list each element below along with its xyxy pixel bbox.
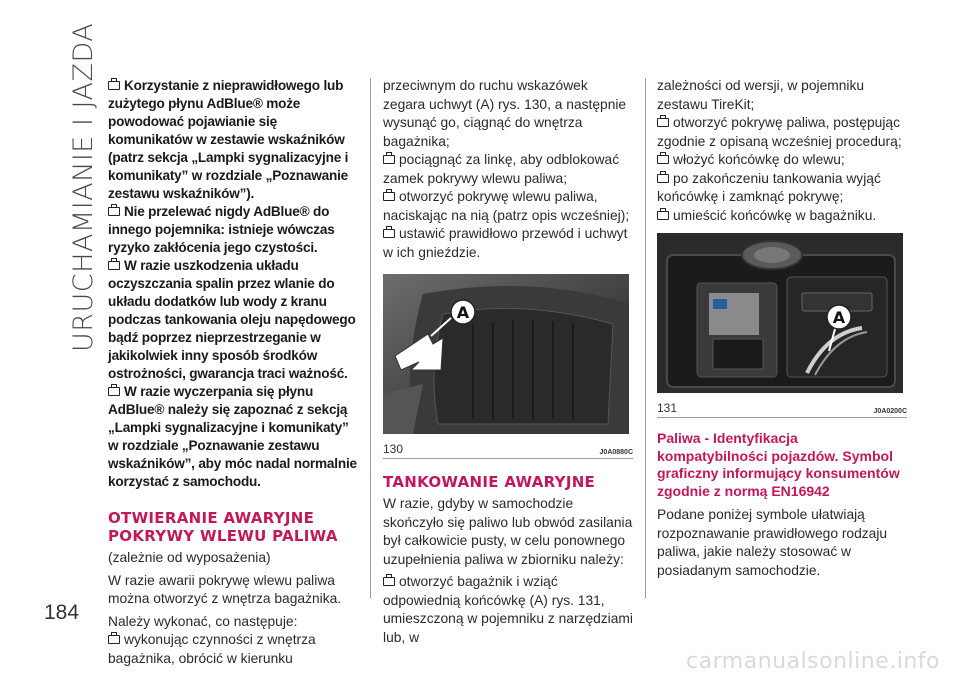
- figure-number: 131: [657, 401, 678, 415]
- paragraph: Należy wykonać, co następuje:: [108, 613, 298, 629]
- step-bullet: po zakończeniu tankowania wyjąć końcówkę i zamknąć pokrywę;: [657, 170, 881, 204]
- book-icon: [657, 211, 669, 220]
- warning-bullet: W razie uszkodzenia układu oczyszczania spalin przez wlanie do układu dodatków lub wody z kranu podczas tankowania oleju napędowego bądź poprzez nieprzestrzeganie w jakikolwiek inny sposób środków ostrożności, gwarancja traci ważność.: [108, 258, 356, 381]
- trunk-handle-photo: [383, 274, 629, 434]
- book-icon: [108, 81, 120, 90]
- figure-130: [383, 274, 633, 459]
- book-icon: [108, 387, 120, 396]
- column-divider: [370, 78, 371, 598]
- paragraph: W razie, gdyby w samochodzie skończyło się paliwo lub obwód zasilania był całkowicie pusty, w celu ponownego uzupełnienia paliwa w zbiorniku należy:: [383, 496, 633, 567]
- book-icon: [108, 635, 120, 644]
- tool-box-photo: [657, 233, 903, 393]
- step-bullet: otworzyć pokrywę wlewu paliwa, naciskając na nią (patrz opis wcześniej);: [383, 189, 630, 223]
- book-icon: [383, 155, 395, 164]
- paragraph: W razie awarii pokrywę wlewu paliwa można otworzyć z wnętrza bagażnika.: [108, 572, 342, 606]
- book-icon: [657, 155, 669, 164]
- book-icon: [383, 229, 395, 238]
- book-icon: [657, 174, 669, 183]
- section-heading: Paliwa - Identyfikacja kompatybilności pojazdów. Symbol graficzny informujący konsumentów zgodnie z normą EN16942: [657, 430, 900, 499]
- section-heading: TANKOWANIE AWARYJNE: [383, 473, 596, 491]
- side-chapter-title: URUCHAMIANIE I JAZDA: [68, 22, 99, 352]
- book-icon: [108, 261, 120, 270]
- figure-code: J0A0880C: [599, 449, 633, 456]
- paragraph: Podane poniżej symbole ułatwiają rozpoznawanie prawidłowego rodzaju paliwa, jakie należy stosować w posiadanym samochodzie.: [657, 507, 888, 578]
- figure-caption: [657, 398, 907, 417]
- step-bullet: otworzyć pokrywę paliwa, postępując zgodnie z opisaną wcześniej procedurą;: [657, 115, 902, 149]
- paragraph: (zależnie od wyposażenia): [108, 550, 271, 565]
- page-number: 184: [44, 601, 80, 624]
- book-icon: [657, 118, 669, 127]
- warning-bullet: Nie przelewać nigdy AdBlue® do innego pojemnika: istnieje wówczas ryzyko zakłócenia jego czystości.: [108, 204, 335, 255]
- step-bullet: umieścić końcówkę w bagażniku.: [657, 207, 907, 226]
- callout-label-a: A: [832, 308, 846, 327]
- paragraph: przeciwnym do ruchu wskazówek zegara uchwyt (A) rys. 130, a następnie wysunąć go, ciągnąć do wnętrza bagażnika;: [383, 78, 627, 149]
- warning-bullet: W razie wyczerpania się płynu AdBlue® należy się zapoznać z sekcją „Lampki sygnalizacyjne i komunikaty” w rozdziale „Poznawanie zestawu wskaźników”, aby móc nadal normalnie korzystać z samochodu.: [108, 384, 357, 489]
- book-icon: [383, 577, 395, 586]
- column-2: [383, 77, 633, 647]
- step-bullet: pociągnąć za linkę, aby odblokować zamek pokrywy wlewu paliwa;: [383, 152, 620, 186]
- figure-number: 130: [383, 442, 404, 456]
- book-icon: [108, 207, 120, 216]
- step-bullet: wykonując czynności z wnętrza bagażnika, obrócić w kierunku: [108, 632, 316, 666]
- watermark: carmanualsonline.info: [686, 649, 940, 674]
- step-bullet: ustawić prawidłowo przewód i uchwyt w ich gnieździe.: [383, 226, 628, 260]
- figure-131: [657, 233, 907, 418]
- paragraph: zależności od wersji, w pojemniku zestawu TireKit;: [657, 78, 865, 112]
- warning-bullet: Korzystanie z nieprawidłowego lub zużytego płynu AdBlue® może powodować pojawianie się komunikatów w zestawie wskaźników (patrz sekcja „Lampki sygnalizacyjne i komunikaty” w rozdziale „Poznawanie zestawu wskaźników”).: [108, 78, 349, 201]
- column-divider: [645, 78, 646, 598]
- column-1: [108, 77, 358, 668]
- book-icon: [383, 192, 395, 201]
- figure-caption: [383, 439, 633, 458]
- step-bullet: otworzyć bagażnik i wziąć odpowiednią końcówkę (A) rys. 131, umieszczoną w pojemniku z narzędziami lub, w: [383, 574, 633, 645]
- step-bullet: włożyć końcówkę do wlewu;: [657, 151, 907, 170]
- callout-label-a: A: [456, 303, 470, 322]
- column-3: [657, 77, 907, 580]
- section-heading: OTWIERANIE AWARYJNE POKRYWY WLEWU PALIWA: [108, 509, 338, 545]
- figure-code: J0A0200C: [873, 408, 907, 415]
